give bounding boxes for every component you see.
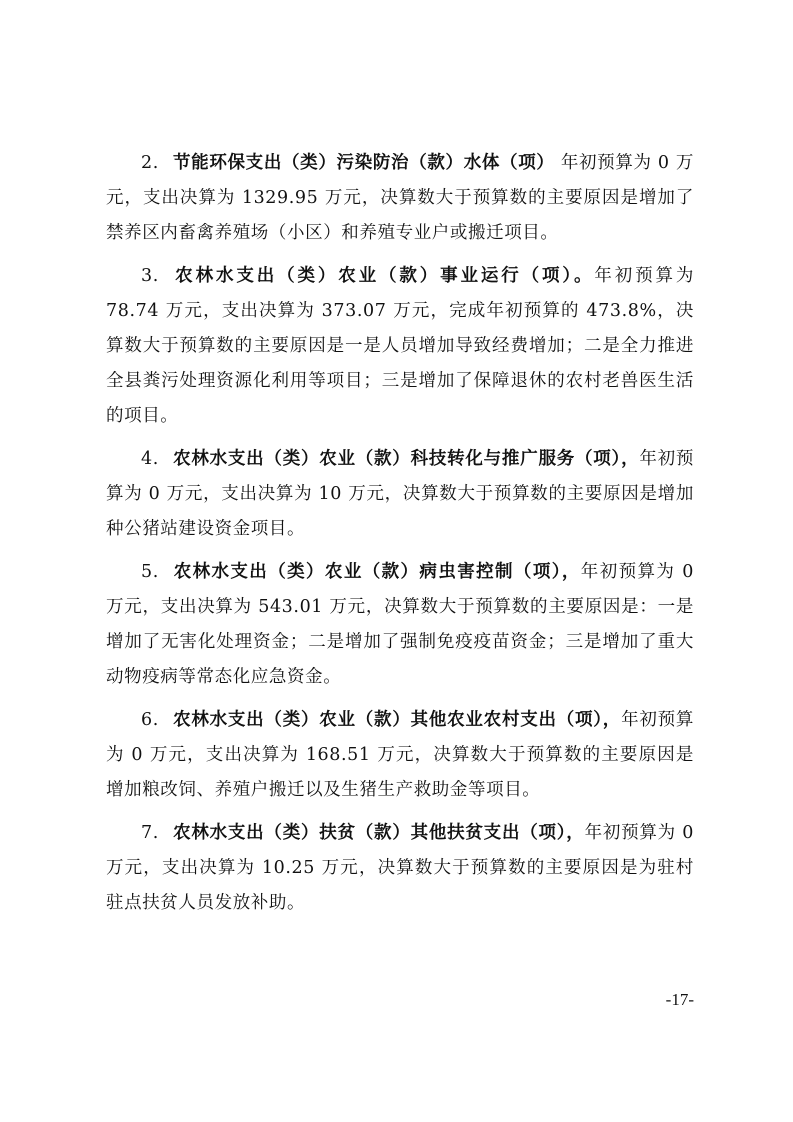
item-body: 年初预算为 0 万元，支出决算为 10 万元，决算数大于预算数的主要原因是增加种公猪站建设资金项目。 [106,449,694,539]
paragraph-item-2 [106,146,694,251]
item-heading: 节能环保支出（类）污染防治（款）水体（项） [172,153,555,173]
item-heading: 农林水支出（类）农业（款）病虫害控制（项）， [172,562,581,582]
paragraph-item-4 [106,442,694,547]
item-heading: 农林水支出（类）农业（款）科技转化与推广服务（项）， [172,449,640,469]
item-heading: 农林水支出（类）扶贫（款）其他扶贫支出（项）， [172,823,585,843]
item-body: 年初预算为 0 万元，支出决算为 543.01 万元，决算数大于预算数的主要原因是：一是增加了无害化处理资金；二是增加了强制免疫疫苗资金；三是增加了重大动物疫病等常态化应急资金。 [106,562,695,687]
item-body: 年初预算为 0 万元，支出决算为 168.51 万元，决算数大于预算数的主要原因是增加粮改饲、养殖户搬迁以及生猪生产救助金等项目。 [106,710,695,800]
item-body: 年初预算为 78.74 万元，支出决算为 373.07 万元，完成年初预算的 473.8%，决算数大于预算数的主要原因是一是人员增加导致经费增加；二是全力推进全县粪污处理资源化利用等项目；三是增加了保障退休的农村老兽医生活的项目。 [106,266,695,426]
document-body [106,146,694,929]
item-body: 年初预算为 0 万元，支出决算为 10.25 万元，决算数大于预算数的主要原因是为驻村驻点扶贫人员发放补助。 [106,823,694,913]
paragraph-item-5 [106,555,694,695]
item-number: 3. [141,266,159,286]
item-heading: 农林水支出（类）农业（款）事业运行（项）。 [172,266,595,286]
item-number: 5. [141,562,159,582]
paragraph-item-7 [106,816,694,921]
item-number: 6. [141,710,159,730]
item-heading: 农林水支出（类）农业（款）其他农业农村支出（项）， [172,710,622,730]
item-body: 年初预算为 0 万元，支出决算为 1329.95 万元，决算数大于预算数的主要原因是增加了禁养区内畜禽养殖场（小区）和养殖专业户或搬迁项目。 [106,153,694,243]
item-number: 4. [141,449,159,469]
paragraph-item-6 [106,703,694,808]
page-number: -17- [665,990,694,1009]
item-number: 2. [141,153,159,173]
paragraph-item-3 [106,259,694,434]
item-number: 7. [141,823,159,843]
